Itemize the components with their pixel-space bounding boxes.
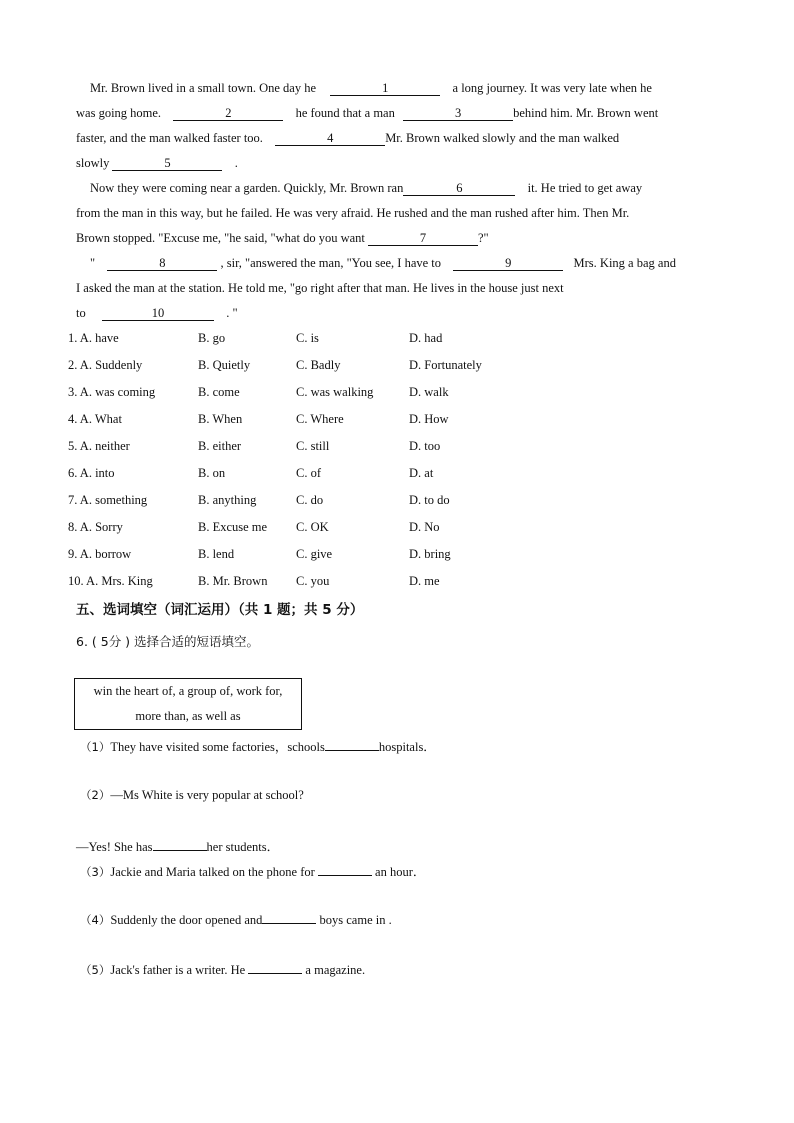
option-b[interactable]: B. go — [198, 331, 226, 345]
fill-blank-3[interactable] — [318, 863, 372, 876]
fill-blank-5[interactable] — [248, 961, 302, 974]
option-a[interactable]: 2. A. Suddenly — [68, 358, 143, 372]
option-d[interactable]: D. to do — [409, 493, 450, 507]
option-row-9 — [68, 547, 768, 574]
option-b[interactable]: B. lend — [198, 547, 235, 561]
sentence-2-reply: —Yes! She has her students． — [76, 840, 280, 854]
option-b[interactable]: B. Excuse me — [198, 520, 268, 534]
passage-line-2: was going home. 2 he found that a man 3 behind him. Mr. Brown went — [76, 106, 659, 120]
sentence-5: （5）Jack's father is a writer. He a magazine. — [80, 963, 366, 977]
option-d[interactable]: D. me — [409, 574, 440, 588]
blank-2[interactable]: 2 — [173, 106, 283, 121]
option-d[interactable]: D. at — [409, 466, 434, 480]
sentence-2: （2）—Ms White is very popular at school? — [80, 788, 304, 802]
option-a[interactable]: 3. A. was coming — [68, 385, 156, 399]
option-b[interactable]: B. anything — [198, 493, 257, 507]
option-b[interactable]: B. When — [198, 412, 243, 426]
option-row-4 — [68, 412, 768, 439]
option-row-1 — [68, 331, 768, 358]
option-b[interactable]: B. Mr. Brown — [198, 574, 268, 588]
option-a[interactable]: 6. A. into — [68, 466, 115, 480]
passage-line-1: Mr. Brown lived in a small town. One day he 1 a long journey. It was very late when he — [90, 81, 652, 95]
blank-4[interactable]: 4 — [275, 131, 385, 146]
option-c[interactable]: C. of — [296, 466, 321, 480]
blank-1[interactable]: 1 — [330, 81, 440, 96]
option-a[interactable]: 1. A. have — [68, 331, 119, 345]
option-c[interactable]: C. do — [296, 493, 324, 507]
option-c[interactable]: C. give — [296, 547, 333, 561]
option-a[interactable]: 5. A. neither — [68, 439, 130, 453]
section-title: 五、选词填空（词汇运用）（共 1 题；共 5 分） — [76, 602, 364, 618]
passage-line-8: " 8 , sir, "answered the man, "You see, I have to 9 Mrs. King a bag and — [90, 256, 676, 270]
passage-line-4: slowly 5 . — [76, 156, 238, 170]
passage-line-6: from the man in this way, but he failed. He was very afraid. He rushed and the man rushed after him. Then Mr. — [76, 206, 630, 220]
blank-5[interactable]: 5 — [112, 156, 222, 171]
option-a[interactable]: 10. A. Mrs. King — [68, 574, 153, 588]
option-a[interactable]: 9. A. borrow — [68, 547, 132, 561]
fill-blank-1[interactable] — [325, 738, 379, 751]
blank-7[interactable]: 7 — [368, 231, 478, 246]
passage-line-7: Brown stopped. "Excuse me, "he said, "what do you want 7 ?" — [76, 231, 489, 245]
blank-10[interactable]: 10 — [102, 306, 214, 321]
sentence-4: （4）Suddenly the door opened and boys came in . — [80, 913, 392, 927]
option-d[interactable]: D. had — [409, 331, 443, 345]
option-d[interactable]: D. bring — [409, 547, 451, 561]
option-b[interactable]: B. on — [198, 466, 226, 480]
question-heading: 6. ( 5分 ) 选择合适的短语填空。 — [76, 634, 260, 649]
option-c[interactable]: C. OK — [296, 520, 329, 534]
blank-9[interactable]: 9 — [453, 256, 563, 271]
option-b[interactable]: B. Quietly — [198, 358, 251, 372]
passage-line-5: Now they were coming near a garden. Quickly, Mr. Brown ran 6 it. He tried to get away — [90, 181, 643, 195]
option-row-7 — [68, 493, 768, 520]
option-a[interactable]: 8. A. Sorry — [68, 520, 123, 534]
option-c[interactable]: C. still — [296, 439, 330, 453]
word-bank-line-2: more than, as well as — [135, 709, 241, 723]
option-a[interactable]: 4. A. What — [68, 412, 122, 426]
option-row-5 — [68, 439, 768, 466]
option-b[interactable]: B. either — [198, 439, 242, 453]
fill-blank-4[interactable] — [262, 911, 316, 924]
option-row-3 — [68, 385, 768, 412]
blank-8[interactable]: 8 — [107, 256, 217, 271]
option-c[interactable]: C. was walking — [296, 385, 374, 399]
option-c[interactable]: C. Badly — [296, 358, 341, 372]
option-b[interactable]: B. come — [198, 385, 240, 399]
option-d[interactable]: D. Fortunately — [409, 358, 482, 372]
option-c[interactable]: C. is — [296, 331, 319, 345]
option-c[interactable]: C. Where — [296, 412, 344, 426]
passage-line-3: faster, and the man walked faster too. 4 Mr. Brown walked slowly and the man walked — [76, 131, 620, 145]
sentence-1: （1）They have visited some factories，schools hospitals． — [80, 740, 436, 754]
word-bank-box — [74, 678, 302, 730]
sentence-3: （3）Jackie and Maria talked on the phone for an hour． — [80, 865, 426, 879]
option-d[interactable]: D. No — [409, 520, 440, 534]
option-d[interactable]: D. walk — [409, 385, 449, 399]
word-bank-line-1: win the heart of, a group of, work for, — [93, 684, 283, 698]
option-a[interactable]: 7. A. something — [68, 493, 148, 507]
option-row-8 — [68, 520, 768, 547]
option-row-10 — [68, 574, 768, 601]
fill-blank-2[interactable] — [153, 838, 207, 851]
blank-3[interactable]: 3 — [403, 106, 513, 121]
option-d[interactable]: D. How — [409, 412, 449, 426]
option-row-2 — [68, 358, 768, 385]
option-c[interactable]: C. you — [296, 574, 330, 588]
passage-line-9: I asked the man at the station. He told me, "go right after that man. He lives in the house just next — [76, 281, 564, 295]
cloze-passage — [76, 79, 726, 329]
answer-options — [68, 331, 768, 601]
option-row-6 — [68, 466, 768, 493]
option-d[interactable]: D. too — [409, 439, 441, 453]
blank-6[interactable]: 6 — [403, 181, 515, 196]
passage-line-10: to 10 . " — [76, 306, 238, 320]
